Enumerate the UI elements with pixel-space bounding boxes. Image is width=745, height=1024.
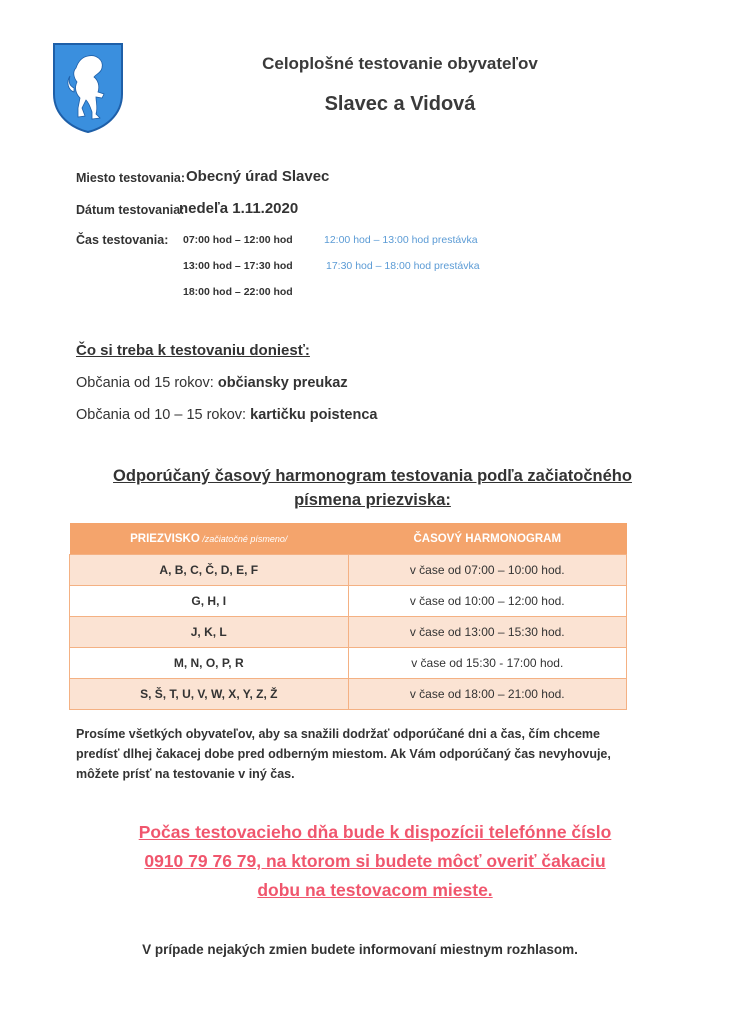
date-label: Dátum testovania:: [76, 203, 185, 217]
time-slot: 18:00 hod – 22:00 hod: [183, 286, 293, 298]
table-row: [70, 586, 627, 617]
paragraph-line: predísť dlhej čakacej dobe pred odberným miestom. Ak Vám odporúčaný čas nevyhovuje,: [76, 747, 611, 761]
column-header-surname: [70, 523, 349, 555]
page-title: Celoplošné testovanie obyvateľov: [262, 54, 538, 73]
time-label: Čas testovania:: [76, 233, 169, 247]
column-header-note: /začiatočné písmeno/: [199, 533, 288, 544]
footer-note: V prípade nejakých zmien budete informovaní miestnym rozhlasom.: [142, 942, 578, 957]
letters-cell: M, N, O, P, R: [70, 648, 349, 679]
place-value: Obecný úrad Slavec: [186, 168, 330, 185]
notice-line: 0910 79 76 79, na ktorom si budete môcť overiť čakaciu: [144, 851, 606, 871]
bring-heading: Čo si treba k testovaniu doniesť:: [76, 342, 310, 359]
time-cell: v čase od 13:00 – 15:30 hod.: [348, 617, 627, 648]
time-cell: v čase od 18:00 – 21:00 hod.: [348, 679, 627, 710]
column-header-time: ČASOVÝ HARMONOGRAM: [348, 523, 627, 555]
bring-item: [76, 407, 377, 423]
break-note: 12:00 hod – 13:00 hod prestávka: [324, 234, 478, 246]
paragraph-line: môžete prísť na testovanie v iný čas.: [76, 767, 295, 781]
request-paragraph: [76, 724, 636, 784]
schedule-heading-line: Odporúčaný časový harmonogram testovania podľa začiatočného: [113, 467, 632, 485]
table-row: [70, 679, 627, 710]
time-cell: v čase od 15:30 - 17:00 hod.: [348, 648, 627, 679]
time-cell: v čase od 07:00 – 10:00 hod.: [348, 555, 627, 586]
letters-cell: S, Š, T, U, V, W, X, Y, Z, Ž: [70, 679, 349, 710]
notice-line: Počas testovacieho dňa bude k dispozícii telefónne číslo: [138, 822, 612, 842]
notice-line: dobu na testovacom mieste.: [257, 880, 493, 900]
table-header-row: [70, 523, 627, 555]
letters-cell: A, B, C, Č, D, E, F: [70, 555, 349, 586]
bring-group: Občania od 15 rokov:: [76, 375, 218, 391]
page-subtitle: Slavec a Vidová: [324, 93, 476, 115]
time-slot: 07:00 hod – 12:00 hod: [183, 234, 293, 246]
time-cell: v čase od 10:00 – 12:00 hod.: [348, 586, 627, 617]
schedule-heading-line: písmena priezviska:: [294, 491, 451, 509]
coat-of-arms-icon: [52, 42, 124, 134]
bring-item: [76, 375, 348, 391]
bring-group: Občania od 10 – 15 rokov:: [76, 407, 251, 423]
bring-doc: občiansky preukaz: [217, 375, 348, 391]
place-label: Miesto testovania:: [76, 171, 186, 185]
schedule-heading: [40, 464, 705, 512]
phone-notice: [60, 818, 690, 905]
column-header-label: PRIEZVISKO: [130, 532, 200, 545]
schedule-table: [69, 523, 627, 710]
letters-cell: J, K, L: [70, 617, 349, 648]
bring-doc: kartičku poistenca: [250, 407, 378, 423]
paragraph-line: Prosíme všetkých obyvateľov, aby sa snažili dodržať odporúčané dni a čas, čím chceme: [76, 727, 600, 741]
time-slot: 13:00 hod – 17:30 hod: [183, 260, 293, 272]
table-row: [70, 617, 627, 648]
letters-cell: G, H, I: [70, 586, 349, 617]
break-note: 17:30 hod – 18:00 hod prestávka: [326, 260, 480, 272]
date-value: nedeľa 1.11.2020: [179, 200, 299, 217]
table-row: [70, 648, 627, 679]
table-row: [70, 555, 627, 586]
